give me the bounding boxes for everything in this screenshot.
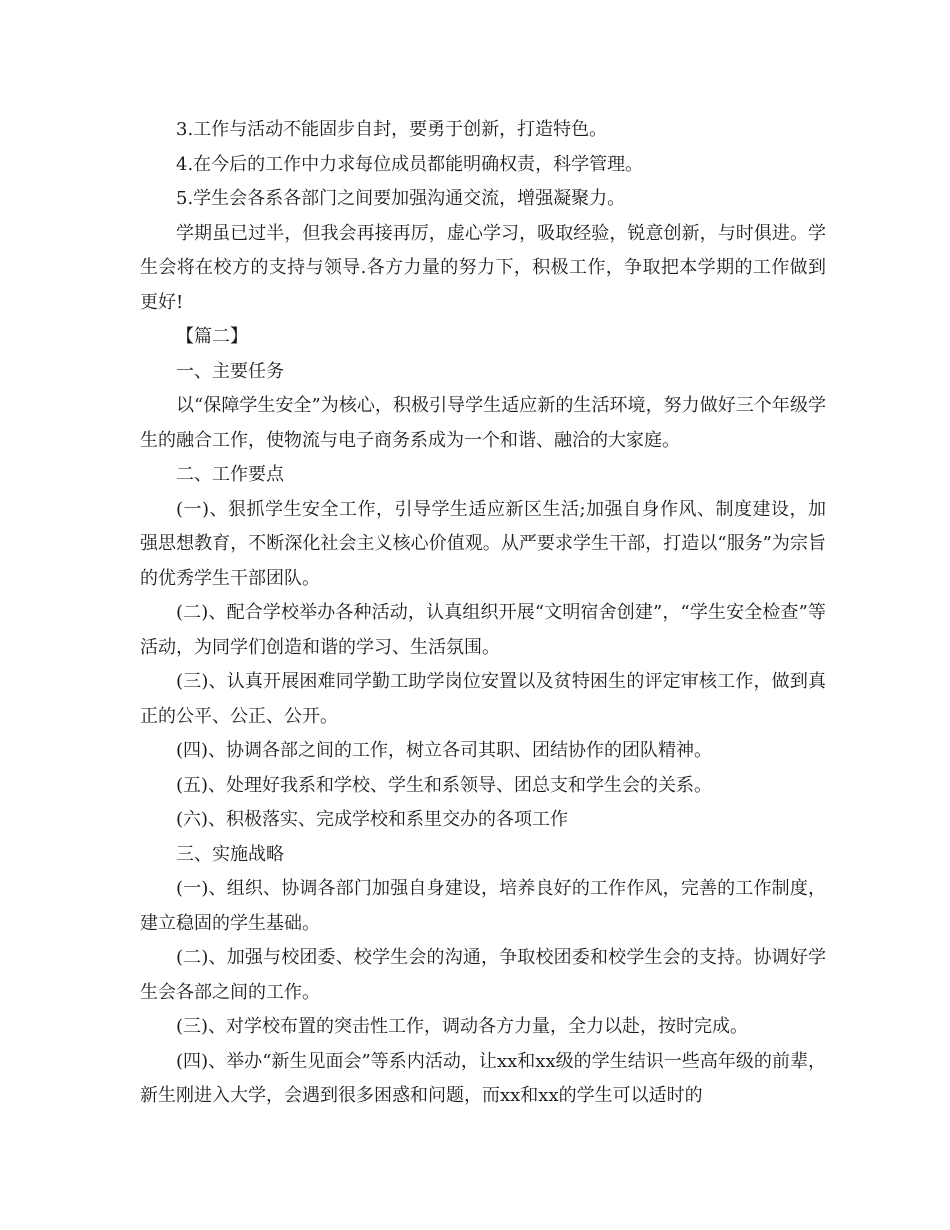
- paragraph-point-3: (三)、认真开展困难同学勤工助学岗位安置以及贫特困生的评定审核工作，做到真正的公平、公正、公开。: [140, 671, 826, 727]
- paragraph-point-1: (一)、狠抓学生安全工作，引导学生适应新区生活;加强自身作风、制度建设，加强思想教育，不断深化社会主义核心价值观。从严要求学生干部，打造以“服务”为宗旨的优秀学生干部团队。: [140, 498, 826, 589]
- paragraph-point-2: (二)、配合学校举办各种活动，认真组织开展“文明宿舍创建”，“学生安全检查”等活动，为同学们创造和谐的学习、生活氛围。: [140, 602, 826, 658]
- paragraph-item-5: 5.学生会各系各部门之间要加强沟通交流，增强凝聚力。: [176, 188, 626, 209]
- paragraph-item-4: 4.在今后的工作中力求每位成员都能明确权责，科学管理。: [176, 153, 644, 175]
- paragraph-point-4: (四)、协调各部之间的工作，树立各司其职、团结协作的团队精神。: [176, 740, 713, 761]
- paragraph-main-tasks: 以“保障学生安全”为核心，积极引导学生适应新的生活环境，努力做好三个年级学生的融合工作，使物流与电子商务系成为一个和谐、融洽的大家庭。: [140, 395, 826, 451]
- heading-work-points: 二、工作要点: [176, 464, 284, 485]
- paragraph-point-5: (五)、处理好我系和学校、学生和系领导、团总支和学生会的关系。: [176, 774, 713, 796]
- paragraph-strategy-1: (一)、组织、协调各部门加强自身建设，培养良好的工作作风，完善的工作制度，建立稳固的学生基础。: [140, 878, 826, 934]
- heading-strategy: 三、实施战略: [176, 843, 284, 865]
- document-page: [140, 113, 826, 1114]
- paragraph-item-3: 3.工作与活动不能固步自封，要勇于创新，打造特色。: [176, 119, 608, 140]
- paragraph-strategy-4: (四)、举办“新生见面会”等系内活动，让xx和xx级的学生结识一些高年级的前辈，新生刚进入大学，会遇到很多困惑和问题，而xx和xx的学生可以适时的: [140, 1050, 826, 1106]
- paragraph-strategy-3: (三)、对学校布置的突击性工作，调动各方力量，全力以赴，按时完成。: [176, 1016, 749, 1037]
- paragraph-strategy-2: (二)、加强与校团委、校学生会的沟通，争取校团委和校学生会的支持。协调好学生会各部之间的工作。: [140, 947, 826, 1003]
- paragraph-semester-summary: 学期虽已过半，但我会再接再厉，虚心学习，吸取经验，锐意创新，与时俱进。学生会将在校方的支持与领导.各方力量的努力下，积极工作，争取把本学期的工作做到更好!: [140, 222, 826, 313]
- section-heading-part-two: 【篇二】: [176, 326, 248, 347]
- paragraph-point-6: (六)、积极落实、完成学校和系里交办的各项工作: [176, 809, 569, 830]
- heading-main-tasks: 一、主要任务: [176, 360, 284, 382]
